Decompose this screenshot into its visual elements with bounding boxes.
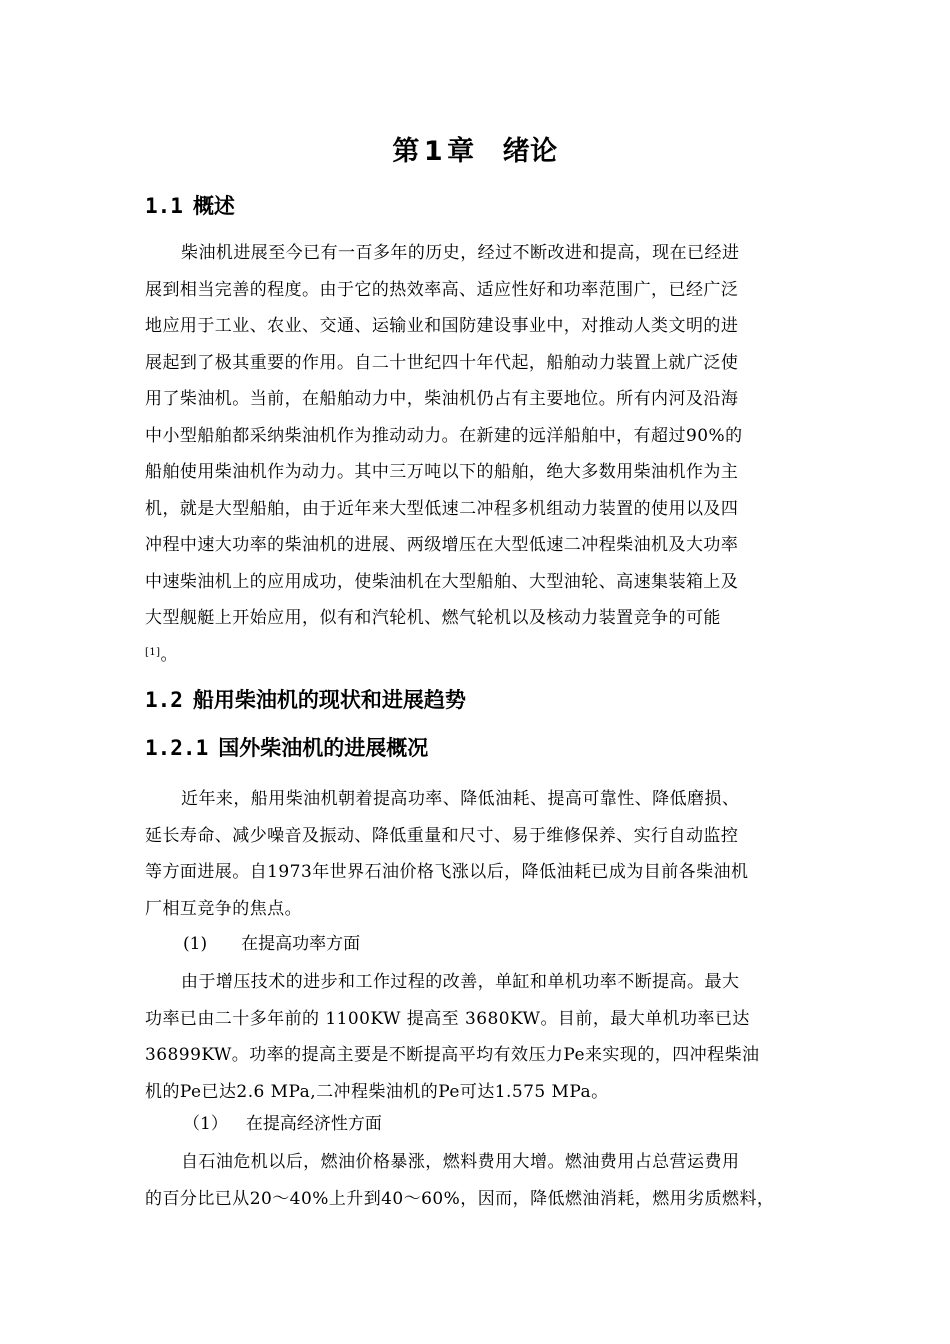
section-number: 1.2.1 bbox=[145, 736, 209, 760]
text-line: 机的Pe已达2.6 MPa,二冲程柴油机的Pe可达1.575 MPa。 bbox=[145, 1081, 609, 1102]
text-line: 地应用于工业、农业、交通、运输业和国防建设事业中，对推动人类文明的进 bbox=[145, 316, 739, 336]
text-line: 的百分比已从20～40%上升到40～60%，因而，降低燃油消耗，燃用劣质燃料， bbox=[145, 1188, 775, 1209]
text-line: 自石油危机以后，燃油价格暴涨，燃料费用大增。燃油费用占总营运费用 bbox=[181, 1152, 740, 1172]
list-item-economy bbox=[183, 1109, 382, 1139]
section-title: 国外柴油机的进展概况 bbox=[218, 736, 429, 760]
section-heading-1-2 bbox=[145, 685, 466, 715]
paragraph-foreign-development bbox=[145, 781, 807, 927]
text-line: 延长寿命、减少噪音及振动、降低重量和尺寸、易于维修保养、实行自动监控 bbox=[145, 825, 739, 846]
text-line: 等方面进展。自1973年世界石油价格飞涨以后，降低油耗已成为目前各柴油机 bbox=[145, 862, 749, 882]
text-line: 近年来，船用柴油机朝着提高功率、降低油耗、提高可靠性、降低磨损、 bbox=[181, 789, 740, 809]
chapter-number: 1 bbox=[423, 136, 444, 167]
section-title: 船用柴油机的现状和进展趋势 bbox=[192, 688, 466, 712]
text-line: 展起到了极其重要的作用。自二十世纪四十年代起，船舶动力装置上就广泛使 bbox=[145, 352, 739, 373]
text-line: 功率已由二十多年前的 1100KW 提高至 3680KW。目前，最大单机功率已达 bbox=[145, 1008, 750, 1029]
paragraph-overview bbox=[145, 235, 807, 673]
chapter-suffix: 章 bbox=[447, 136, 475, 167]
section-title: 概述 bbox=[192, 194, 235, 218]
text-line: 厂相互竞争的焦点。 bbox=[145, 898, 303, 919]
chapter-name: 绪论 bbox=[502, 136, 558, 167]
text-line: 冲程中速大功率的柴油机的进展、两级增压在大型低速二冲程柴油机及大功率 bbox=[145, 535, 739, 555]
list-item-text: 在提高经济性方面 bbox=[245, 1114, 382, 1134]
chapter-title bbox=[0, 132, 950, 172]
text-line-last bbox=[145, 637, 807, 674]
list-marker: (1) bbox=[183, 934, 208, 954]
text-line: 中小型船舶都采纳柴油机作为推动动力。在新建的远洋船舶中，有超过90%的 bbox=[145, 425, 743, 446]
text-line: 36899KW。功率的提高主要是不断提高平均有效压力Pe来实现的，四冲程柴油 bbox=[145, 1045, 760, 1065]
list-marker: （1） bbox=[183, 1114, 228, 1134]
text-line: 机，就是大型船舶，由于近年来大型低速二冲程多机组动力装置的使用以及四 bbox=[145, 498, 739, 519]
text-line: 柴油机进展至今已有一百多年的历史，经过不断改进和提高，现在已经进 bbox=[181, 243, 740, 263]
section-heading-1-1 bbox=[145, 191, 235, 221]
list-item-text: 在提高功率方面 bbox=[241, 934, 361, 954]
section-number: 1.2 bbox=[145, 688, 183, 712]
section-number: 1.1 bbox=[145, 194, 183, 218]
paragraph-economy bbox=[145, 1144, 807, 1217]
chapter-prefix: 第 bbox=[392, 136, 420, 167]
list-item-power bbox=[183, 929, 360, 959]
text-line: 大型舰艇上开始应用，似有和汽轮机、燃气轮机以及核动力装置竞争的可能 bbox=[145, 608, 721, 628]
text-line: 中速柴油机上的应用成功，使柴油机在大型船舶、大型油轮、高速集装箱上及 bbox=[145, 571, 739, 592]
text-line: 展到相当完善的程度。由于它的热效率高、适应性好和功率范围广，已经广泛 bbox=[145, 279, 739, 300]
text-line: 船舶使用柴油机作为动力。其中三万吨以下的船舶，绝大多数用柴油机作为主 bbox=[145, 462, 739, 482]
section-heading-1-2-1 bbox=[145, 733, 428, 763]
paragraph-power bbox=[145, 964, 807, 1110]
text-line: 由于增压技术的进步和工作过程的改善，单缸和单机功率不断提高。最大 bbox=[181, 972, 740, 992]
text-line: 用了柴油机。当前，在船舶动力中，柴油机仍占有主要地位。所有内河及沿海 bbox=[145, 389, 739, 409]
citation-ref: [1] bbox=[145, 646, 161, 658]
text-tail: 。 bbox=[160, 644, 178, 665]
